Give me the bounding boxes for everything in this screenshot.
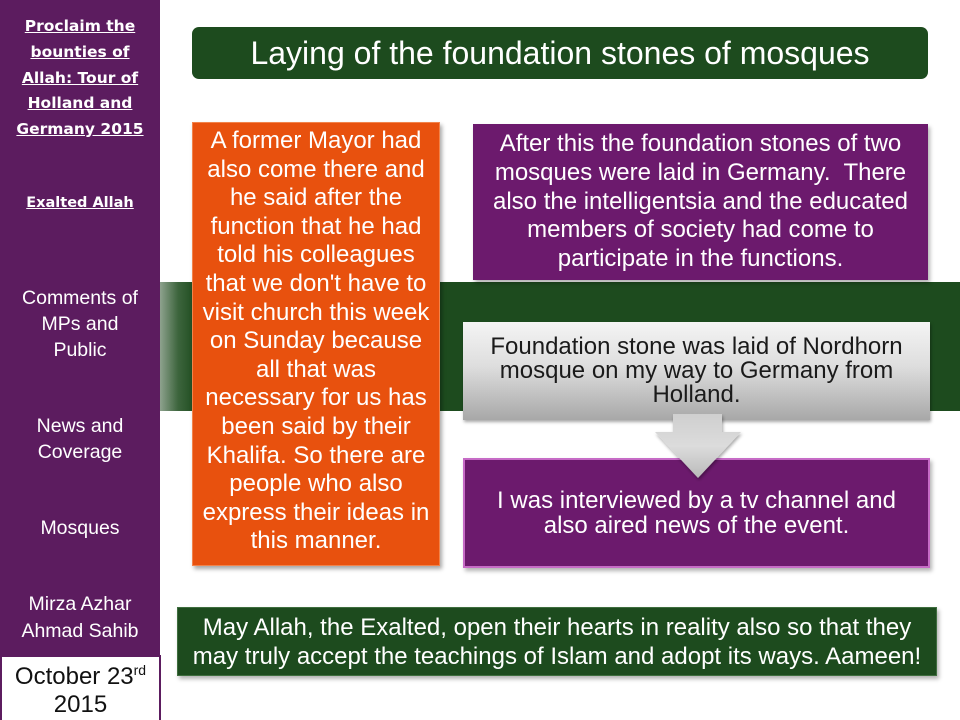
- nav-news-and-coverage[interactable]: News and Coverage: [36, 415, 124, 463]
- slide-title: Laying of the foundation stones of mosques: [250, 35, 870, 71]
- nav-exalted-allah[interactable]: Exalted Allah: [26, 195, 134, 211]
- slide-title-banner: [192, 27, 928, 79]
- sidebar-title-link[interactable]: Proclaim the bounties of Allah: Tour of Holland and Germany 2015: [16, 17, 144, 138]
- date-suffix: rd: [133, 662, 147, 678]
- process-step-1-box: [463, 322, 930, 420]
- date-box: [0, 655, 161, 720]
- germany-note-text: After this the foundation stones of two mosques were laid in Germany. There also the intelligentsia and the educated members of society had come to participate in the functions.: [493, 130, 915, 273]
- date-month-day: October 23: [14, 663, 134, 690]
- germany-note-box: [473, 124, 928, 280]
- mayor-note-box: [192, 122, 440, 566]
- date-line: [2, 663, 159, 691]
- nav-mirza-azhar-ahmad-sahib[interactable]: Mirza Azhar Ahmad Sahib: [21, 593, 139, 642]
- nav-comments-of-mps-and-public[interactable]: Comments of MPs and Public: [22, 287, 138, 361]
- down-arrow-icon: [650, 414, 746, 482]
- nav-mosques[interactable]: Mosques: [40, 517, 120, 539]
- sidebar: [0, 0, 160, 656]
- prayer-text: May Allah, the Exalted, open their hearts in reality also so that they may truly accept the teachings of Islam and adopt its ways. Aameen!: [192, 613, 922, 670]
- process-step-1-text: Foundation stone was laid of Nordhorn mosque on my way to Germany from Holland.: [490, 333, 903, 408]
- process-step-2-text: I was interviewed by a tv channel and also aired news of the event.: [497, 487, 896, 539]
- mayor-note-text: A former Mayor had also come there and he said after the function that he had told his colleagues that we don't have to visit church this week on Sunday because all that was necessary for us has been said by their Khalifa. So there are people who also express their ideas in this manner.: [202, 127, 430, 555]
- date-year: 2015: [53, 691, 108, 718]
- prayer-box: [177, 607, 937, 676]
